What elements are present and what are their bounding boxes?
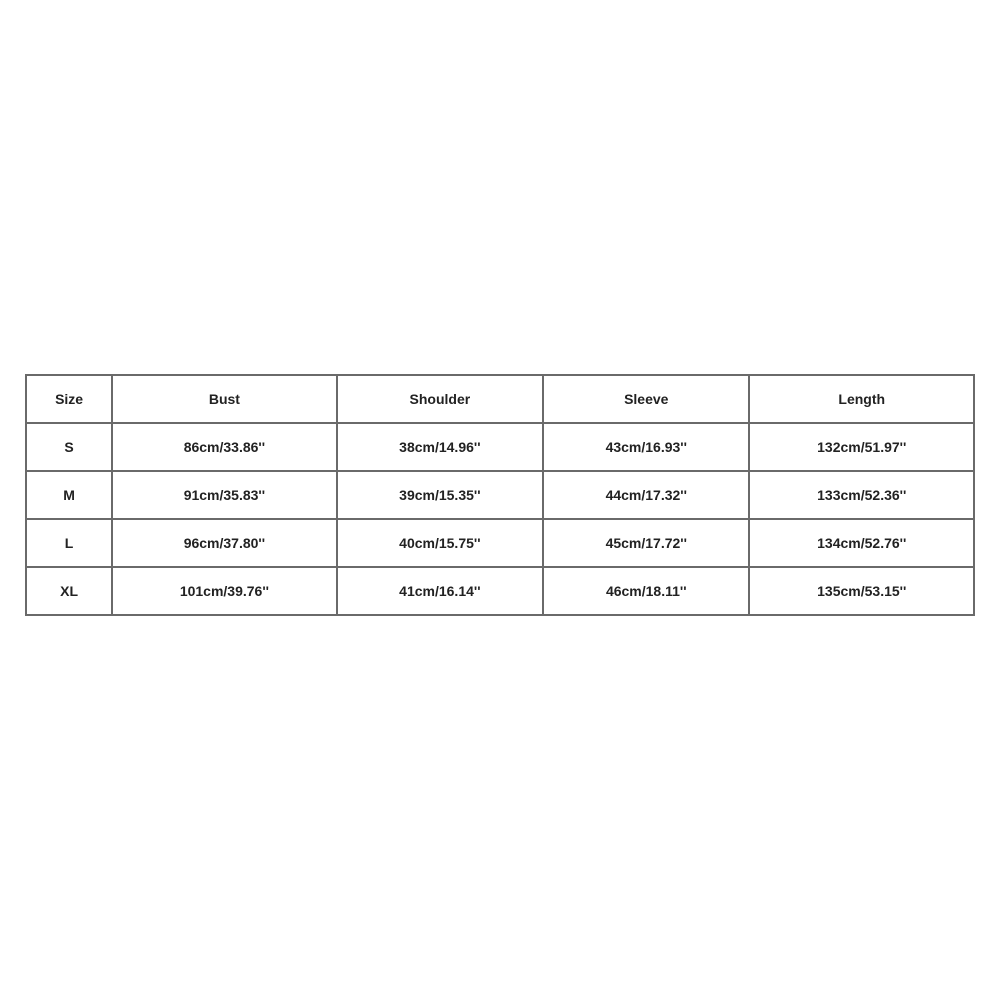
- cell-size: S: [26, 423, 112, 471]
- cell-sleeve: 43cm/16.93'': [543, 423, 749, 471]
- header-size: Size: [26, 375, 112, 423]
- cell-sleeve: 45cm/17.72'': [543, 519, 749, 567]
- size-chart-table: [25, 374, 975, 616]
- cell-length: 134cm/52.76'': [749, 519, 974, 567]
- table-row: [26, 471, 974, 519]
- cell-shoulder: 38cm/14.96'': [337, 423, 543, 471]
- cell-length: 135cm/53.15'': [749, 567, 974, 615]
- table-row: [26, 519, 974, 567]
- cell-size: XL: [26, 567, 112, 615]
- header-length: Length: [749, 375, 974, 423]
- cell-sleeve: 44cm/17.32'': [543, 471, 749, 519]
- header-bust: Bust: [112, 375, 336, 423]
- table-row: [26, 567, 974, 615]
- header-sleeve: Sleeve: [543, 375, 749, 423]
- cell-size: L: [26, 519, 112, 567]
- cell-bust: 86cm/33.86'': [112, 423, 336, 471]
- cell-sleeve: 46cm/18.11'': [543, 567, 749, 615]
- cell-size: M: [26, 471, 112, 519]
- cell-length: 132cm/51.97'': [749, 423, 974, 471]
- header-shoulder: Shoulder: [337, 375, 543, 423]
- cell-shoulder: 41cm/16.14'': [337, 567, 543, 615]
- cell-shoulder: 40cm/15.75'': [337, 519, 543, 567]
- cell-bust: 96cm/37.80'': [112, 519, 336, 567]
- table-header-row: [26, 375, 974, 423]
- cell-bust: 91cm/35.83'': [112, 471, 336, 519]
- cell-length: 133cm/52.36'': [749, 471, 974, 519]
- cell-bust: 101cm/39.76'': [112, 567, 336, 615]
- cell-shoulder: 39cm/15.35'': [337, 471, 543, 519]
- table-row: [26, 423, 974, 471]
